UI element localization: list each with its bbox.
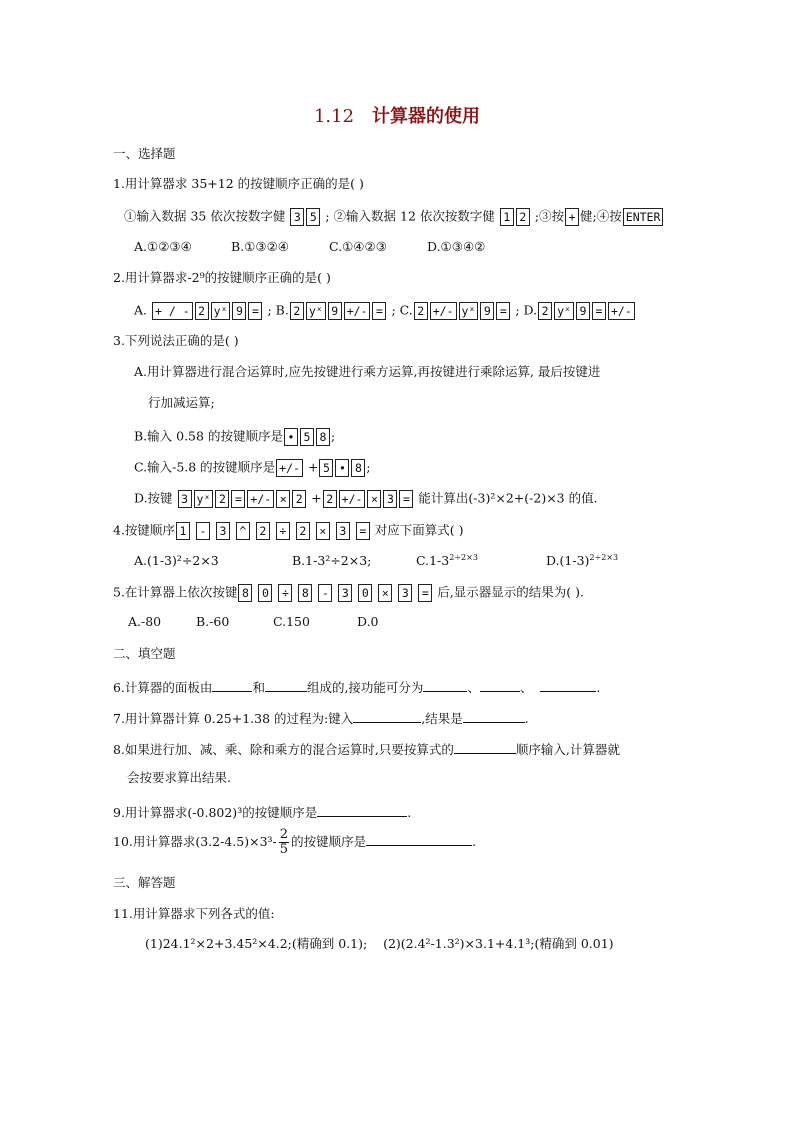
title-text: 计算器的使用 — [372, 106, 481, 127]
key-3: 3 — [338, 584, 352, 602]
key-8: 8 — [351, 459, 365, 477]
q5-option-a: A.-80 — [128, 614, 162, 629]
key-equals: = — [372, 302, 386, 320]
q6-blank-1[interactable] — [212, 679, 252, 692]
q3-option-b — [134, 428, 335, 446]
q2-stem: 2.用计算器求-2⁹的按键顺序正确的是( ) — [113, 270, 331, 285]
q6-text-sep1: 、 — [467, 680, 480, 695]
key-sign-change: +/- — [344, 302, 371, 320]
q6-blank-4[interactable] — [480, 679, 520, 692]
q10-fraction-numerator: 2 — [279, 827, 289, 842]
q4-option-c — [416, 554, 546, 568]
key-0: 0 — [358, 584, 372, 602]
key-equals: = — [399, 490, 413, 508]
q10-fraction-denominator: 5 — [279, 842, 289, 857]
q5-options — [128, 616, 379, 629]
q1-step2-text: ; ②输入数据 12 依次按数字健 — [325, 208, 495, 224]
key-caret: ^ — [236, 522, 250, 540]
key-power: yˣ — [459, 302, 479, 320]
key-1: 1 — [176, 522, 190, 540]
q3-option-c-plus: + — [307, 459, 319, 475]
q1-step1-text: ①输入数据 35 依次按数字健 — [124, 208, 286, 224]
key-3: 3 — [178, 490, 192, 508]
q9-text-end: . — [407, 805, 412, 820]
key-9: 9 — [576, 302, 590, 320]
key-0: 0 — [258, 584, 272, 602]
q11-stem: 11.用计算器求下列各式的值: — [113, 906, 275, 921]
q2-label-a: A. — [134, 302, 148, 318]
q10-line — [113, 828, 476, 857]
key-2: 2 — [256, 522, 270, 540]
key-multiply: × — [367, 490, 381, 508]
key-sign-change: +/- — [608, 302, 635, 320]
q3-option-d-text: D.按键 — [134, 490, 173, 506]
q7-text-mid: ,结果是 — [421, 711, 463, 726]
q3-option-c — [134, 459, 371, 477]
q3-option-b-end: ; — [330, 428, 336, 444]
key-power: yˣ — [554, 302, 574, 320]
q3-option-a-line2: 行加减运算; — [148, 395, 215, 410]
q4-option-d-base: D.(1-3) — [546, 553, 590, 568]
q6-text-pre: 6.计算器的面板由 — [113, 680, 213, 695]
section-choice-heading: 一、选择题 — [113, 146, 176, 161]
key-sign-change: + / - — [152, 302, 193, 320]
q4-stem — [113, 522, 464, 540]
q10-fraction — [279, 828, 289, 857]
key-power: yˣ — [194, 490, 214, 508]
q5-stem — [113, 584, 584, 602]
q7-blank-1[interactable] — [353, 710, 421, 723]
q8-line1 — [113, 741, 620, 757]
key-multiply: × — [276, 490, 290, 508]
q3-option-d — [134, 490, 598, 508]
key-2: 2 — [195, 302, 209, 320]
title-number: 1.12 — [313, 106, 355, 127]
q4-stem-post: 对应下面算式( ) — [374, 522, 464, 538]
q4-option-a: A.(1-3)²÷2×3 — [134, 553, 219, 568]
key-9: 9 — [232, 302, 246, 320]
q7-text-pre: 7.用计算器计算 0.25+1.38 的过程为:键入 — [113, 711, 354, 726]
key-3: 3 — [398, 584, 412, 602]
key-3: 3 — [336, 522, 350, 540]
q9-blank[interactable] — [317, 804, 407, 817]
key-equals: = — [592, 302, 606, 320]
q3-stem: 3.下列说法正确的是( ) — [113, 333, 239, 348]
key-equals: = — [418, 584, 432, 602]
q6-blank-2[interactable] — [265, 679, 307, 692]
key-2: 2 — [323, 490, 337, 508]
q11-parts — [145, 938, 614, 951]
key-5: 5 — [300, 428, 314, 446]
key-3: 3 — [216, 522, 230, 540]
q1-option-d: D.①③④② — [427, 239, 486, 254]
key-power: yˣ — [306, 302, 326, 320]
key-8: 8 — [238, 584, 252, 602]
q10-blank[interactable] — [366, 833, 472, 846]
q11-part-1: (1)24.1²×2+3.45²×4.2;(精确到 0.1); — [145, 936, 368, 951]
q10-text-pre: 10.用计算器求(3.2-4.5)×3³- — [113, 834, 277, 849]
key-2: 2 — [538, 302, 552, 320]
q6-text-sep2: 、 — [519, 680, 533, 695]
q10-text-end: . — [472, 834, 477, 849]
q4-option-b: B.1-3²÷2×3; — [292, 553, 372, 568]
key-5: 5 — [306, 208, 320, 226]
key-equals: = — [248, 302, 262, 320]
q4-option-d-exponent: 2÷2×3 — [589, 553, 619, 562]
key-equals: = — [231, 490, 245, 508]
key-1: 1 — [500, 208, 514, 226]
key-power: yˣ — [211, 302, 231, 320]
q3-option-c-end: ; — [366, 459, 371, 475]
key-9: 9 — [480, 302, 494, 320]
q8-text-pre: 8.如果进行加、减、乘、除和乘方的混合运算时,只要按算式的 — [113, 742, 454, 757]
q3-option-a-line1: A.用计算器进行混合运算时,应先按键进行乘方运算,再按键进行乘除运算, 最后按键进 — [134, 364, 601, 379]
q1-option-b: B.①③②④ — [231, 239, 289, 254]
q3-option-d-plus: + — [311, 490, 322, 506]
q2-options — [134, 302, 636, 320]
page-title — [0, 108, 794, 126]
key-enter: ENTER — [623, 208, 664, 226]
q5-option-c: C.150 — [273, 614, 310, 629]
q6-line — [113, 679, 600, 695]
q11-part-2: (2)(2.4²-1.3²)×3.1+4.1³;(精确到 0.01) — [383, 936, 614, 951]
q8-line2: 会按要求算出结果. — [127, 770, 231, 785]
key-5: 5 — [319, 459, 333, 477]
q2-label-c: ; C. — [391, 302, 413, 318]
key-decimal: • — [284, 428, 298, 446]
key-sign-change: +/- — [339, 490, 366, 508]
q8-text-post: 顺序输入,计算器就 — [515, 742, 620, 757]
q7-text-end: . — [524, 711, 529, 726]
key-9: 9 — [328, 302, 342, 320]
key-minus: - — [196, 522, 210, 540]
q6-text-and: 和 — [252, 680, 265, 695]
key-divide: ÷ — [276, 522, 290, 540]
key-2: 2 — [516, 208, 530, 226]
q1-steps — [124, 208, 664, 226]
key-multiply: × — [316, 522, 330, 540]
q3-option-b-text: B.输入 0.58 的按键顺序是 — [134, 428, 283, 444]
q4-option-c-base: C.1-3 — [416, 553, 450, 568]
key-8: 8 — [316, 428, 330, 446]
q6-blank-5[interactable] — [540, 679, 596, 692]
q1-option-c: C.①④②③ — [329, 239, 387, 254]
q6-blank-3[interactable] — [423, 679, 467, 692]
q9-line — [113, 804, 411, 820]
q8-blank[interactable] — [454, 741, 516, 754]
key-2: 2 — [414, 302, 428, 320]
q6-text-end: . — [596, 680, 601, 695]
q10-text-post: 的按键顺序是 — [291, 834, 367, 849]
key-sign-change: +/- — [247, 490, 274, 508]
key-2: 2 — [215, 490, 229, 508]
q1-step3-text: ;③按 — [530, 208, 565, 224]
q1-step4-text: 健;④按 — [580, 208, 622, 224]
q5-stem-post: 后,显示器显示的结果为( ). — [437, 584, 584, 600]
q2-label-b: ; B. — [267, 302, 289, 318]
q2-label-d: ; D. — [515, 302, 538, 318]
section-solve-heading: 三、解答题 — [113, 875, 176, 890]
q1-options — [134, 241, 485, 254]
key-plus: + — [565, 208, 579, 226]
key-3: 3 — [290, 208, 304, 226]
key-equals: = — [496, 302, 510, 320]
q5-stem-pre: 5.在计算器上依次按键 — [113, 584, 238, 600]
key-8: 8 — [298, 584, 312, 602]
key-2: 2 — [296, 522, 310, 540]
q3-option-d-end: 能计算出(-3)²×2+(-2)×3 的值. — [418, 490, 598, 506]
q4-option-c-exponent: 2÷2×3 — [449, 553, 478, 562]
key-equals: = — [356, 522, 370, 540]
q4-options — [134, 554, 618, 568]
key-divide: ÷ — [278, 584, 292, 602]
q7-line — [113, 710, 529, 726]
q9-text-pre: 9.用计算器求(-0.802)³的按键顺序是 — [113, 805, 318, 820]
q6-text-mid: 组成的,接功能可分为 — [306, 680, 424, 695]
key-sign-change: +/- — [430, 302, 457, 320]
q5-option-d: D.0 — [357, 614, 379, 629]
key-decimal: • — [335, 459, 349, 477]
key-minus: - — [318, 584, 332, 602]
q1-stem: 1.用计算器求 35+12 的按键顺序正确的是( ) — [113, 176, 364, 191]
q7-blank-2[interactable] — [463, 710, 525, 723]
q4-stem-pre: 4.按键顺序 — [113, 522, 175, 538]
q1-option-a: A.①②③④ — [134, 239, 192, 254]
key-3: 3 — [383, 490, 397, 508]
q4-option-d — [546, 554, 618, 568]
section-fill-heading: 二、填空题 — [113, 646, 176, 661]
q3-option-c-text: C.输入-5.8 的按键顺序是 — [134, 459, 276, 475]
q5-option-b: B.-60 — [196, 614, 230, 629]
key-2: 2 — [290, 302, 304, 320]
key-multiply: × — [378, 584, 392, 602]
key-sign-change: +/- — [276, 459, 303, 477]
key-2: 2 — [292, 490, 306, 508]
